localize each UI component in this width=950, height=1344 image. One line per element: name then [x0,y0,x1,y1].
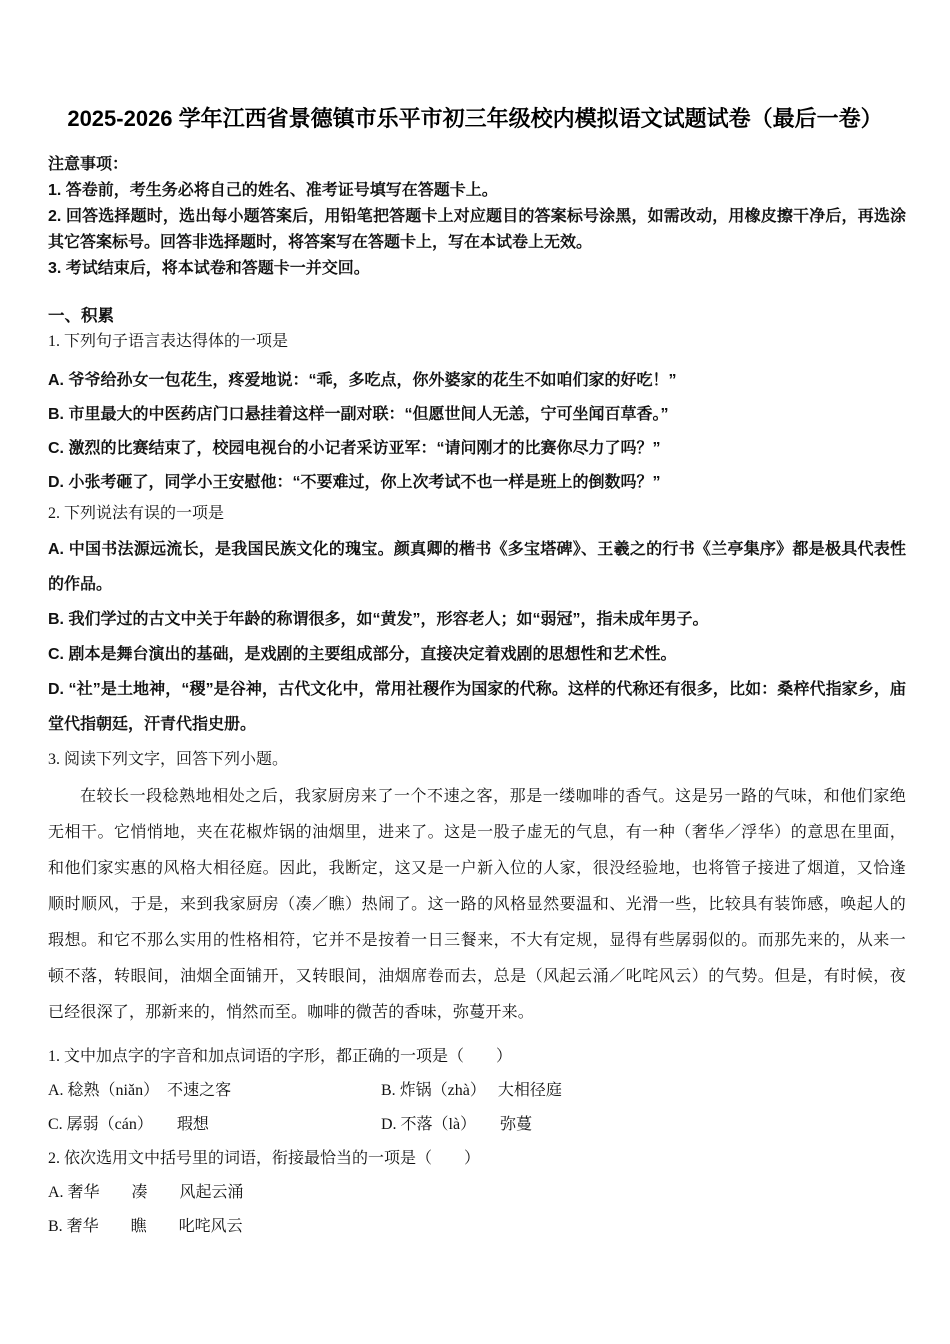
question-1 [48,330,906,500]
notice-item-3: 3. 考试结束后，将本试卷和答题卡一并交回。 [48,260,370,277]
notice-item-2: 2. 回答选择题时，选出每小题答案后，用铅笔把答题卡上对应题目的答案标号涂黑，如需改动，用橡皮擦干净后，再选涂其它答案标号。回答非选择题时，将答案写在答题卡上，写在本试卷上无效。 [48,208,906,251]
reading-passage: 在较长一段稔熟地相处之后，我家厨房来了一个不速之客，那是一缕咖啡的香气。这是另一路的气味，和他们家绝无相干。它悄悄地，夹在花椒炸锅的油烟里，进来了。这是一股子虚无的气息，有一种（奢华／浮华）的意思在里面，和他们家实惠的风格大相径庭。因此，我断定，这又是一户新入位的人家，很没经验地，也将管子接进了烟道，又恰逢顺时顺风，于是，来到我家厨房（凑／瞧）热闹了。这一路的风格显然要温和、光滑一些，比较具有装饰感，唤起人的瑕想。和它不那么实用的性格相符，它并不是按着一日三餐来，不大有定规，显得有些孱弱似的。而那先来的，从来一顿不落，转眼间，油烟全面铺开，又转眼间，油烟席卷而去，总是（风起云涌／叱咤风云）的气势。但是，有时候，夜已经很深了，那新来的，悄然而至。咖啡的微苦的香味，弥蔓开来。 [48,786,906,1021]
question-1-option-c: C. 激烈的比赛结束了，校园电视台的小记者采访亚军：“请问刚才的比赛你尽力了吗？” [48,440,661,457]
sub-question-1-option-a: A. 稔熟（niǎn） 不速之客 [48,1082,232,1099]
sub-question-1-options-row-2 [48,1108,906,1142]
sub-question-2-option-a: A. 奢华 凑 风起云涌 [48,1184,244,1201]
question-3-stem: 3. 阅读下列文字，回答下列小题。 [48,751,289,768]
question-1-option-b: B. 市里最大的中医药店门口悬挂着这样一副对联：“但愿世间人无恙，宁可坐闻百草香。” [48,406,669,423]
question-2 [48,502,906,742]
sub-question-2-option-b: B. 奢华 瞧 叱咤风云 [48,1218,243,1235]
question-2-options [48,532,906,742]
question-1-stem: 1. 下列句子语言表达得体的一项是 [48,333,289,350]
notice-item-1: 1. 答卷前，考生务必将自己的姓名、准考证号填写在答题卡上。 [48,182,498,199]
sub-question-1-option-b: B. 炸锅（zhà） 大相径庭 [381,1082,562,1099]
sub-question-2-stem: 2. 依次选用文中括号里的词语，衔接最恰当的一项是（ ） [48,1150,481,1167]
question-1-option-a: A. 爷爷给孙女一包花生，疼爱地说：“乖，多吃点，你外婆家的花生不如咱们家的好吃！” [48,372,677,389]
question-2-option-d: D. “社”是土地神，“稷”是谷神，古代文化中，常用社稷作为国家的代称。这样的代称还有很多，比如：桑梓代指家乡，庙堂代指朝廷，汗青代指史册。 [48,681,906,733]
sub-question-1-options-row-1 [48,1074,906,1108]
exam-title: 2025-2026 学年江西省景德镇市乐平市初三年级校内模拟语文试题试卷（最后一卷） [67,106,883,131]
sub-question-1-stem: 1. 文中加点字的字音和加点词语的字形，都正确的一项是（ ） [48,1048,513,1065]
notice-heading: 注意事项： [48,156,129,173]
question-1-options [48,364,906,500]
question-2-option-c: C. 剧本是舞台演出的基础，是戏剧的主要组成部分，直接决定着戏剧的思想性和艺术性。 [48,646,677,663]
notice-section [48,152,906,282]
sub-question-1-option-c: C. 孱弱（cán） 瑕想 [48,1116,209,1133]
sub-question-1-option-d: D. 不落（là） 弥蔓 [381,1116,533,1133]
question-3-sub-questions [48,1040,906,1244]
question-2-stem: 2. 下列说法有误的一项是 [48,505,225,522]
question-2-option-b: B. 我们学过的古文中关于年龄的称谓很多，如“黄发”，形容老人；如“弱冠”，指未成年男子。 [48,611,709,628]
question-2-option-a: A. 中国书法源远流长，是我国民族文化的瑰宝。颜真卿的楷书《多宝塔碑》、王羲之的行书《兰亭集序》都是极具代表性的作品。 [48,541,906,593]
section-1-heading: 一、积累 [48,307,114,325]
question-1-option-d: D. 小张考砸了，同学小王安慰他：“不要难过，你上次考试不也一样是班上的倒数吗？” [48,474,661,491]
question-3 [48,748,906,1244]
